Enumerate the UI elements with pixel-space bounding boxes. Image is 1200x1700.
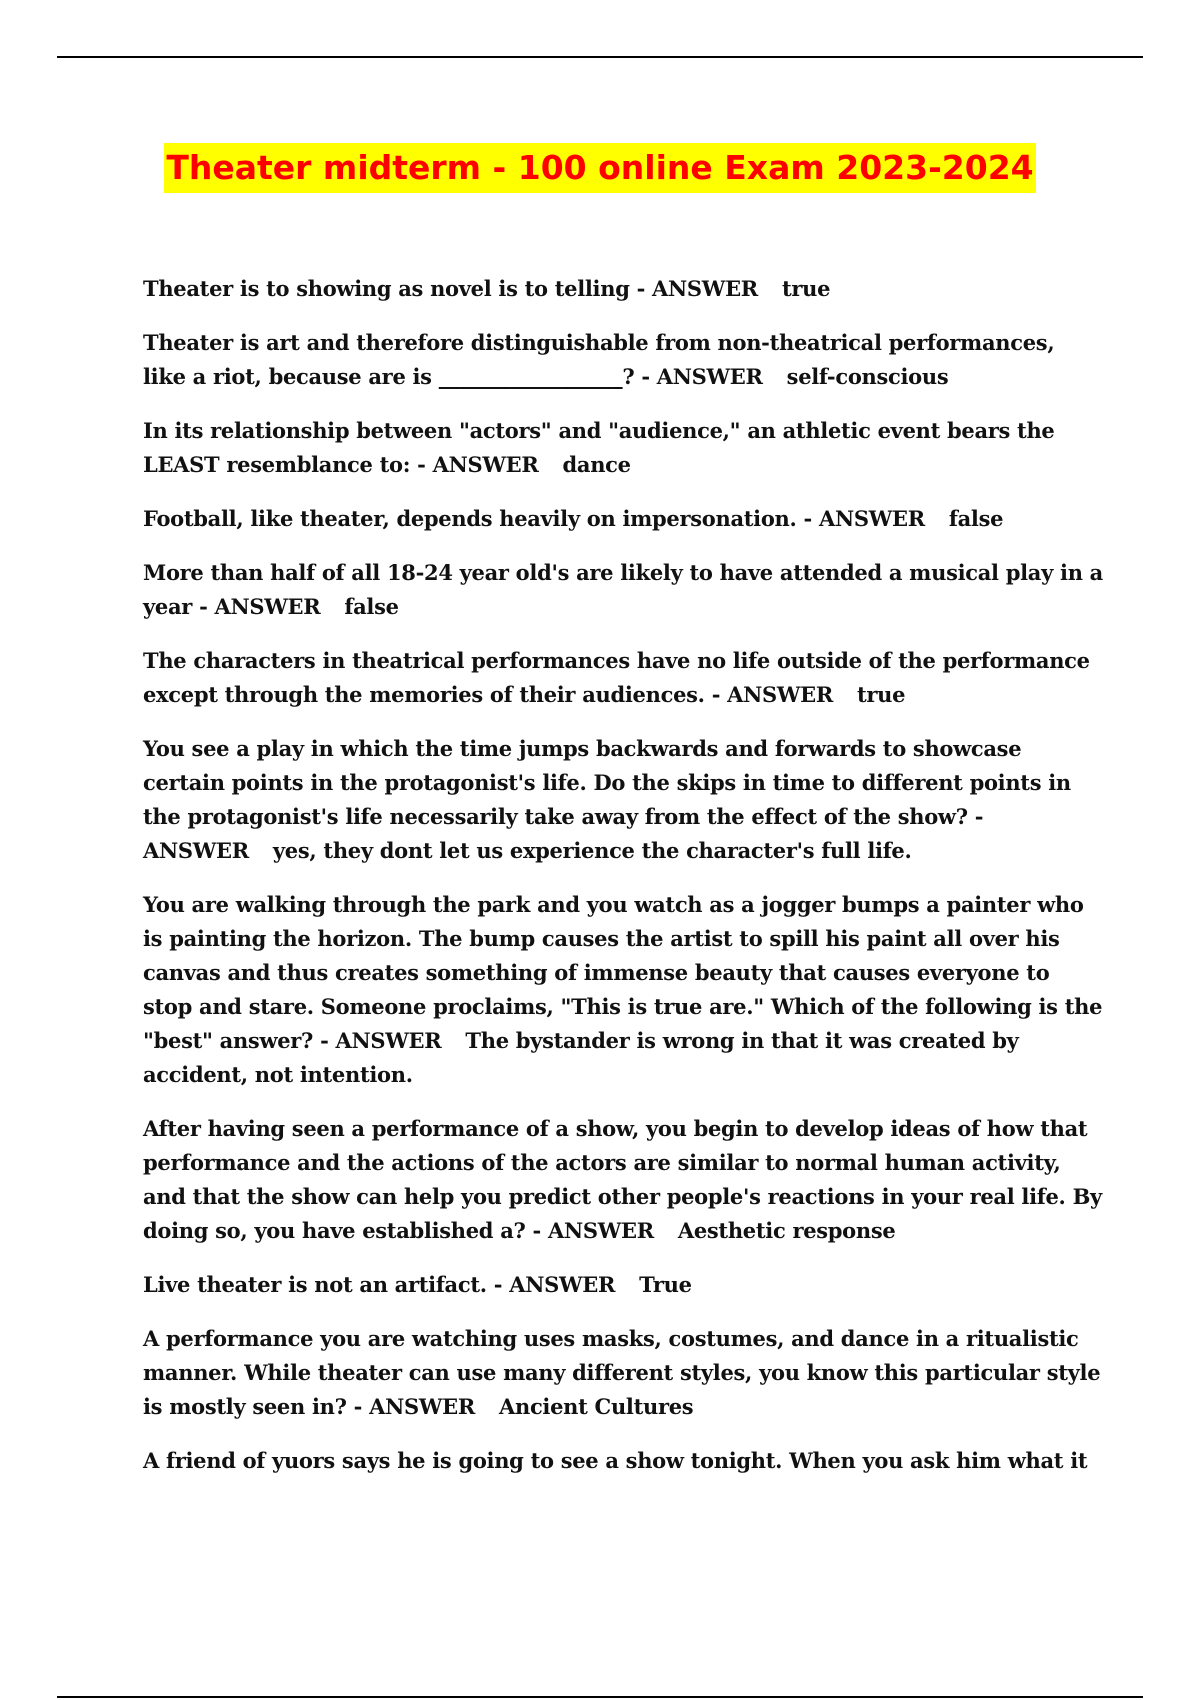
document-title: Theater midterm - 100 online Exam 2023-2024 [164, 143, 1035, 193]
answer-marker: - ANSWER [532, 1218, 654, 1243]
answer-text: True [639, 1272, 692, 1297]
answer-marker: - ANSWER [417, 452, 539, 477]
question-text: Theater is to showing as novel is to telling [143, 276, 630, 301]
qa-item [143, 1268, 1103, 1302]
answer-marker: - ANSWER [353, 1394, 475, 1419]
answer-text: true [857, 682, 906, 707]
question-text: You are walking through the park and you watch as a jogger bumps a painter who is painting the horizon. The bump causes the artist to spill his paint all over his canvas and thus creates something of immense beauty that causes everyone to stop and stare. Someone proclaims, "This is true are." Which of the following is the "best" answer? [143, 892, 1103, 1053]
answer-text: false [344, 594, 399, 619]
answer-marker: - ANSWER [711, 682, 834, 707]
title-container [0, 143, 1200, 193]
question-text: You see a play in which the time jumps backwards and forwards to showcase certain points in the protagonist's life. Do the skips in time to different points in the protagonist's life necessarily take away from the effect of the show? [143, 736, 1071, 829]
answer-text: Ancient Cultures [498, 1394, 694, 1419]
qa-item-partial [143, 1444, 1103, 1478]
qa-item [143, 326, 1103, 394]
question-text: The characters in theatrical performances have no life outside of the performance except through the memories of their audiences. [143, 648, 1090, 707]
qa-item [143, 502, 1103, 536]
qa-item [143, 1112, 1103, 1248]
answer-text: self-conscious [786, 364, 949, 389]
question-text: Live theater is not an artifact. [143, 1272, 487, 1297]
answer-text: dance [562, 452, 631, 477]
answer-text: false [948, 506, 1004, 531]
answer-marker: - ANSWER [493, 1272, 616, 1297]
question-text: A performance you are watching uses masks, costumes, and dance in a ritualistic manner. While theater can use many different styles, you know this particular style is mostly seen in? [143, 1326, 1101, 1419]
qa-item [143, 414, 1103, 482]
qa-item [143, 888, 1103, 1092]
qa-item [143, 732, 1103, 868]
answer-marker: - ANSWER [641, 364, 763, 389]
answer-text: The bystander is wrong in that it was created by accident, not intention. [143, 1028, 1019, 1087]
answer-marker: - ANSWER [636, 276, 758, 301]
question-text: Theater is art and therefore distinguishable from non-theatrical performances, like a riot, because are is __________________? [143, 330, 1055, 389]
top-rule [57, 56, 1143, 58]
qa-list [143, 272, 1103, 1498]
answer-marker: - ANSWER [199, 594, 321, 619]
answer-text: Aesthetic response [677, 1218, 896, 1243]
answer-marker: - ANSWER [320, 1028, 442, 1053]
question-text: Football, like theater, depends heavily on impersonation. [143, 506, 797, 531]
question-text: In its relationship between "actors" and "audience," an athletic event bears the LEAST resemblance to: [143, 418, 1055, 477]
qa-item [143, 272, 1103, 306]
answer-marker: - ANSWER [803, 506, 925, 531]
answer-text: yes, they dont let us experience the character's full life. [272, 838, 912, 863]
question-text: More than half of all 18-24 year old's are likely to have attended a musical play in a year [143, 560, 1103, 619]
qa-item [143, 1322, 1103, 1424]
question-text: After having seen a performance of a show, you begin to develop ideas of how that performance and the actions of the actors are similar to normal human activity, and that the show can help you predict other people's reactions in your real life. By doing so, you have established a? [143, 1116, 1102, 1243]
qa-item [143, 644, 1103, 712]
answer-text: true [781, 276, 831, 301]
question-text: A friend of yuors says he is going to see a show tonight. When you ask him what it [143, 1448, 1088, 1473]
bottom-rule [57, 1696, 1143, 1698]
answer-marker: - ANSWER [143, 804, 984, 863]
qa-item [143, 556, 1103, 624]
